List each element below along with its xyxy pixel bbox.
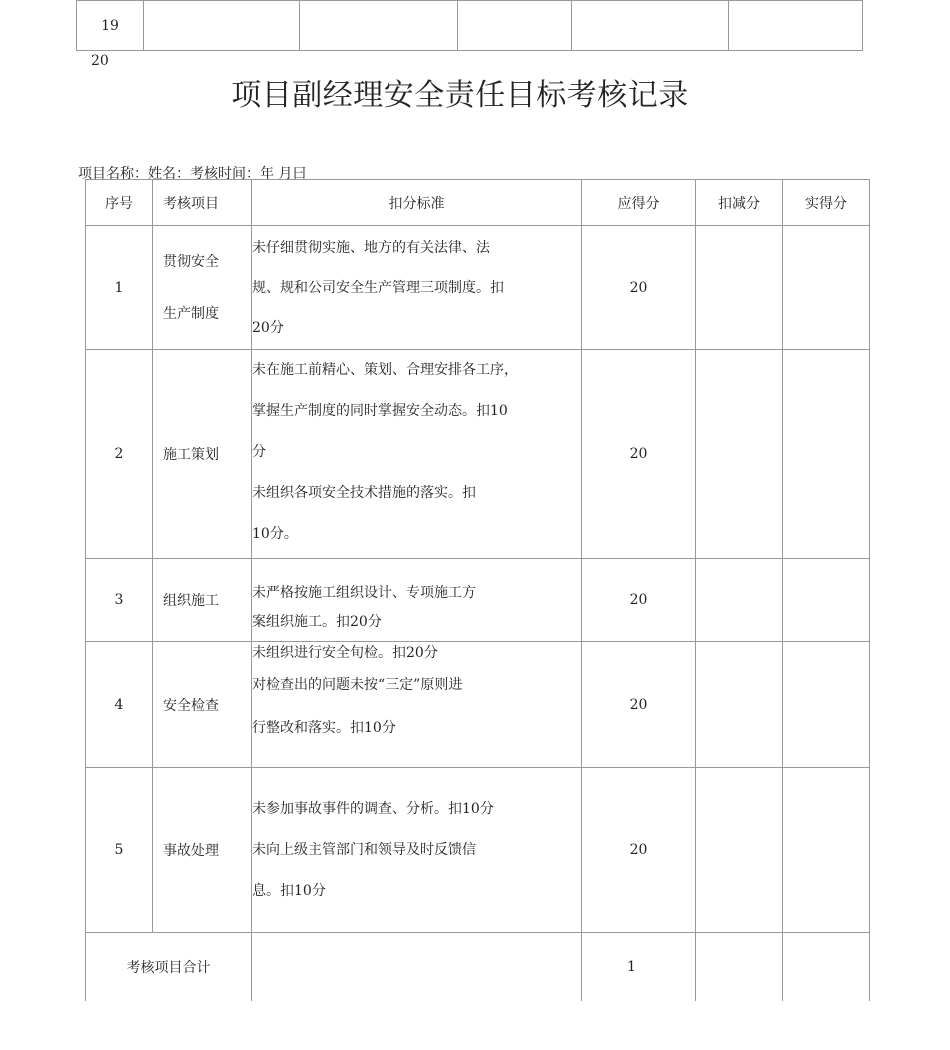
row-item [153, 559, 252, 642]
empty-cell [300, 1, 458, 51]
standard-line: 未向上级主管部门和领导及时反馈信 [252, 841, 476, 858]
standard-line: 息。扣10分 [252, 882, 326, 899]
row-actual [783, 559, 870, 642]
page-number: 20 [91, 53, 109, 69]
standard-line: 未组织各项安全技术措施的落实。扣 [252, 485, 476, 501]
standard-line: 对检查出的问题未按“三定”原则进 [252, 677, 463, 693]
item-line: 贯彻安全 [163, 253, 219, 270]
row-actual [783, 350, 870, 559]
header-score: 应得分 [582, 180, 696, 226]
row-score: 20 [582, 559, 696, 642]
row-standard [252, 559, 582, 642]
row-no: 2 [86, 350, 153, 559]
row-no: 1 [86, 226, 153, 350]
row-score: 20 [582, 642, 696, 768]
row-item [153, 226, 252, 350]
row-number-cell: 19 [77, 1, 144, 51]
standard-line: 未严格按施工组织设计、专项施工方 [252, 585, 476, 601]
standard-line: 10分。 [252, 526, 298, 542]
table-row [86, 559, 870, 642]
total-standard [252, 933, 582, 1001]
standard-line: 行整改和落实。扣10分 [252, 720, 396, 736]
item-line: 施工策划 [163, 447, 219, 463]
project-meta-line: 项目名称：姓名：考核时间：年 月曰 [78, 166, 307, 182]
standard-line: 未仔细贯彻实施、地方的有关法律、法 [252, 240, 490, 256]
empty-cell [458, 1, 572, 51]
item-line: 组织施工 [163, 593, 219, 609]
row-no: 5 [86, 768, 153, 933]
table-row [86, 642, 870, 768]
row-item [153, 642, 252, 768]
header-item: 考核项目 [153, 180, 252, 226]
header-standard: 扣分标准 [252, 180, 582, 226]
header-no: 序号 [86, 180, 153, 226]
table-header-row [86, 180, 870, 226]
row-score: 20 [582, 768, 696, 933]
row-standard [252, 642, 582, 768]
previous-page-table-fragment [76, 0, 863, 51]
standard-line: 未组织进行安全旬检。扣20分 [252, 645, 438, 661]
standard-line: 规、规和公司安全生产管理三项制度。扣 [252, 280, 504, 296]
row-standard [252, 350, 582, 559]
row-score: 20 [582, 226, 696, 350]
row-deduct [696, 768, 783, 933]
table-row [86, 350, 870, 559]
total-actual [783, 933, 870, 1001]
standard-line: 分 [252, 444, 266, 460]
assessment-table [85, 179, 870, 1001]
empty-cell [729, 1, 863, 51]
row-standard [252, 768, 582, 933]
row-actual [783, 642, 870, 768]
item-line: 生产制度 [163, 305, 219, 322]
row-deduct [696, 350, 783, 559]
standard-line: 未在施工前精心、策划、合理安排各工序， [252, 362, 518, 378]
item-line: 事故处理 [163, 843, 219, 859]
total-score: 1 [582, 933, 696, 1001]
item-line: 安全检查 [163, 697, 219, 714]
row-standard [252, 226, 582, 350]
row-no: 4 [86, 642, 153, 768]
empty-cell [144, 1, 300, 51]
header-actual: 实得分 [783, 180, 870, 226]
row-actual [783, 768, 870, 933]
table-row [86, 226, 870, 350]
standard-line: 未参加事故事件的调查、分析。扣10分 [252, 800, 494, 817]
row-deduct [696, 559, 783, 642]
row-deduct [696, 226, 783, 350]
standard-line: 掌握生产制度的同时掌握安全动态。扣10 [252, 403, 508, 419]
table-row [86, 768, 870, 933]
row-item [153, 350, 252, 559]
total-row [86, 933, 870, 1001]
standard-line: 20分 [252, 320, 284, 336]
row-deduct [696, 642, 783, 768]
total-label: 考核项目合计 [86, 933, 252, 1001]
header-deduct: 扣减分 [696, 180, 783, 226]
empty-cell [572, 1, 729, 51]
document-title: 项目副经理安全责任目标考核记录 [231, 78, 689, 113]
row-item [153, 768, 252, 933]
row-actual [783, 226, 870, 350]
total-deduct [696, 933, 783, 1001]
table-row [77, 1, 863, 51]
row-score: 20 [582, 350, 696, 559]
row-no: 3 [86, 559, 153, 642]
standard-line: 案组织施工。扣20分 [252, 614, 382, 630]
